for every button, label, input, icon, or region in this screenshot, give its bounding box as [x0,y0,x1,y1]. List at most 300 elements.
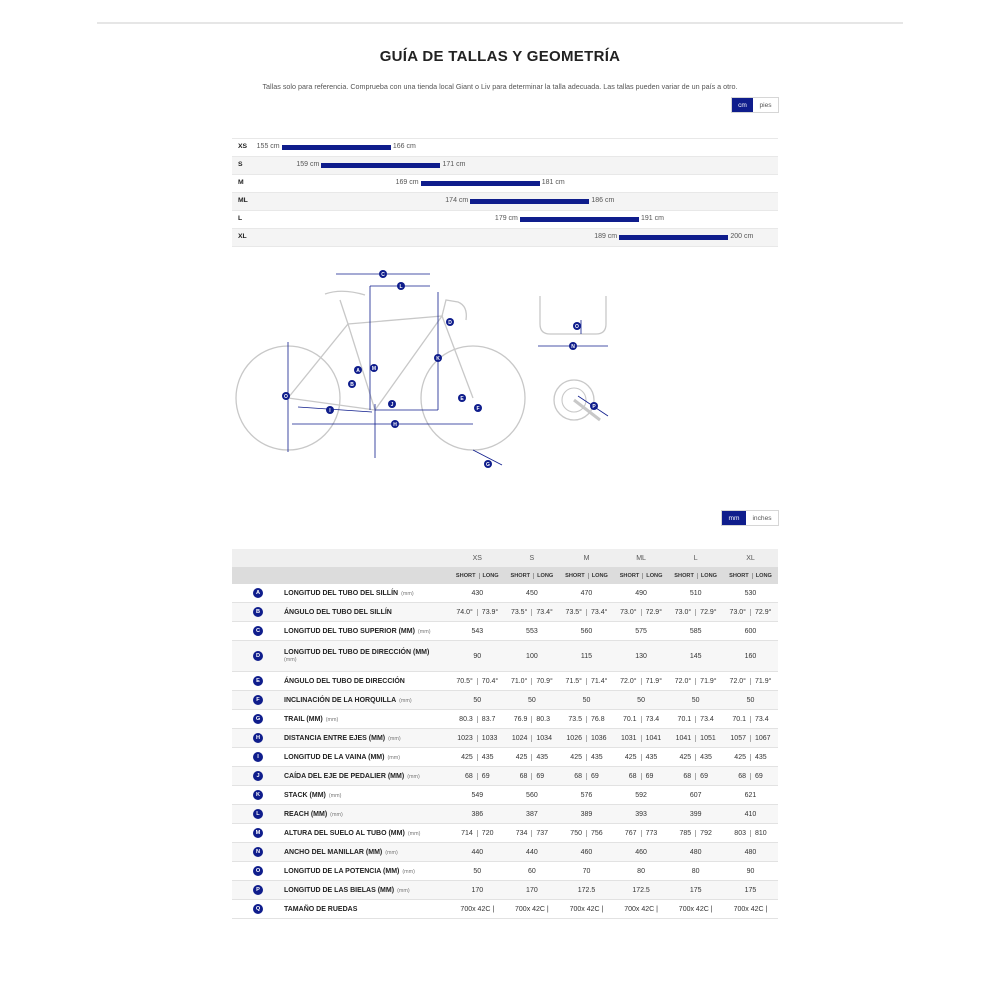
parameter-name: ANCHO DEL MANILLAR (MM) [284,848,383,856]
value-cell [559,767,614,786]
value: 80 [691,867,700,875]
value: 175 [744,886,757,894]
letter-cell [232,805,284,824]
parameter-unit: (mm) [387,754,401,761]
table-row [232,584,778,603]
rider-height-row [232,174,778,192]
long-value: 792 [695,830,716,837]
marker-b: B [350,382,354,388]
parameter-name: ÁNGULO DEL TUBO DE DIRECCIÓN [284,677,405,685]
letter-cell [232,672,284,691]
marker-g: G [486,462,490,468]
value: 50 [582,696,591,704]
value-cell [668,584,723,603]
long-value: 1041 [641,735,666,742]
value: 560 [580,627,593,635]
short-long-pair [723,609,778,616]
long-value: 73.4° [586,609,611,616]
short-long-pair [668,754,723,761]
value-cell [450,691,505,710]
table-row [232,786,778,805]
value-cell [450,881,505,900]
short-long-pair [450,716,505,723]
value-cell [668,748,723,767]
marker-e: E [460,396,464,402]
parameter-name: TAMAÑO DE RUEDAS [284,905,358,913]
value: 700x 42C | [569,905,604,913]
value: 100 [526,652,538,660]
long-value: 435 [477,754,498,761]
value-cell [668,843,723,862]
long-value: 737 [531,830,552,837]
value: 490 [635,589,647,597]
short-long-pair [505,609,560,616]
value-cell [559,641,614,672]
short-long-pair [450,609,505,616]
value: 576 [580,791,593,799]
long-value: 76.8 [586,716,609,723]
page-title: GUÍA DE TALLAS Y GEOMETRÍA [379,48,621,65]
value: 160 [744,652,757,660]
value-cell [614,603,669,622]
parameter-name: LONGITUD DE LAS BIELAS (MM) [284,886,395,894]
value: 460 [580,848,593,856]
short-value: 72.0° [620,677,637,685]
value-cell [505,824,560,843]
rider-height-row [232,228,778,247]
measure-letter-badge: N [253,847,263,857]
value-cell [614,672,669,691]
value: 130 [635,652,647,660]
unit-toggle-cm-pies [731,97,779,113]
marker-f: F [476,406,480,412]
long-value: 69 [477,773,494,780]
short-value: 1026 [566,734,582,742]
long-label: LONG [697,573,720,579]
short-value: 785 [679,829,692,837]
value: 549 [471,791,484,799]
long-value: 435 [695,754,716,761]
value-cell [450,786,505,805]
crankset-diagram [548,372,618,432]
height-range-bar [321,163,440,168]
long-value: 69 [641,773,658,780]
value-cell [450,584,505,603]
parameter-name: INCLINACIÓN DE LA HORQUILLA [284,696,397,704]
min-height-label: 174 cm [445,197,469,204]
top-divider [97,22,903,24]
short-value: 68 [738,772,746,780]
short-long-pair [450,754,505,761]
long-label: LONG [588,573,611,579]
value: 607 [689,791,702,799]
parameter-unit: (mm) [401,590,414,597]
long-value: 73.4 [750,716,773,723]
value-cell [668,710,723,729]
long-value: 69 [586,773,603,780]
parameter-name-cell [284,641,450,672]
value: 80 [637,867,645,875]
short-value: 68 [465,772,473,780]
unit-cm-button[interactable]: cm [732,98,753,112]
value-cell [559,622,614,641]
value-cell [668,824,723,843]
value-cell [450,805,505,824]
letter-cell [232,786,284,805]
value-cell [559,603,614,622]
value-cell [450,729,505,748]
size-column-header: M [559,549,614,567]
long-label: LONG [642,573,665,579]
value-cell [723,603,778,622]
value-cell [505,691,560,710]
parameter-name: LONGITUD DE LA POTENCIA (MM) [284,867,400,875]
table-row [232,881,778,900]
parameter-name-cell [284,584,450,603]
short-long-pair [450,678,505,685]
short-long-header [559,567,614,584]
short-label: SHORT [455,572,476,579]
value: 575 [635,627,647,635]
value-cell [559,805,614,824]
short-value: 72.0° [674,677,692,685]
value-cell [559,584,614,603]
short-value: 70.1 [677,715,692,723]
value: 440 [526,848,538,856]
value-cell [614,584,669,603]
value: 70 [582,867,591,875]
value: 50 [746,696,755,704]
short-value: 68 [628,772,637,780]
marker-h: H [393,422,397,428]
parameter-name: LONGITUD DEL TUBO SUPERIOR (MM) [284,627,415,635]
parameter-unit: (mm) [330,811,343,818]
long-value: 69 [750,773,767,780]
value: 530 [744,589,757,597]
short-long-pair [668,735,723,742]
value: 145 [689,652,702,660]
value-cell [559,691,614,710]
value: 460 [635,848,647,856]
short-label: SHORT [619,572,640,579]
long-value: 1051 [695,735,720,742]
short-long-pair [668,678,723,685]
letter-cell [232,881,284,900]
unit-inches-button[interactable]: inches [746,511,778,525]
short-label: SHORT [729,572,749,579]
short-value: 68 [683,772,692,780]
value: 450 [526,589,538,597]
long-value: 71.9° [750,678,775,685]
short-long-pair [559,678,614,685]
long-label: LONG [533,573,556,579]
value-cell [668,862,723,881]
value-cell [723,881,778,900]
value: 50 [527,696,536,704]
short-long-header [614,567,669,584]
short-value: 76.9 [513,715,528,723]
long-value: 773 [641,830,662,837]
value: 393 [635,810,647,818]
value-cell [450,672,505,691]
parameter-unit: (mm) [388,735,401,742]
short-value: 70.1 [622,715,637,723]
parameter-name-cell [284,862,450,881]
short-value: 714 [461,829,473,837]
value-cell [614,843,669,862]
value: 172.5 [577,886,596,894]
short-long-pair [505,678,560,685]
long-value: 73.4 [695,716,718,723]
letter-cell [232,824,284,843]
value-cell [723,862,778,881]
value: 700x 42C | [624,905,658,913]
parameter-name-cell [284,622,450,641]
letter-cell [232,584,284,603]
parameter-name: STACK (MM) [284,791,326,799]
short-value: 1031 [621,734,637,742]
short-long-pair [668,773,723,780]
letter-cell [232,767,284,786]
value-cell [614,805,669,824]
measure-letter-badge: E [253,676,263,686]
short-long-header [450,567,505,584]
value: 50 [691,696,700,704]
value-cell [668,729,723,748]
short-value: 73.5° [510,608,528,616]
letter-cell [232,710,284,729]
parameter-name-cell [284,672,450,691]
measure-letter-badge: L [253,809,263,819]
value-cell [614,862,669,881]
long-value: 71.4° [586,678,611,685]
value-cell [505,900,560,919]
size-column-header: S [505,549,560,567]
letter-cell [232,748,284,767]
short-value: 425 [624,753,637,761]
measure-letter-badge: A [253,588,263,598]
short-label: SHORT [565,572,585,579]
short-long-pair [505,735,560,742]
parameter-name: LONGITUD DEL TUBO DEL SILLÍN [284,589,399,597]
short-long-pair [505,754,560,761]
min-height-label: 189 cm [594,233,618,240]
letter-cell [232,691,284,710]
value-cell [723,672,778,691]
long-value: 756 [586,830,607,837]
value-cell [668,622,723,641]
marker-o: O [284,394,288,400]
value: 585 [689,627,702,635]
parameter-unit: (mm) [407,830,421,837]
measure-letter-badge: K [253,790,263,800]
long-value: 69 [695,773,712,780]
short-label: SHORT [674,572,694,579]
value: 600 [744,627,757,635]
value-cell [505,748,560,767]
parameter-name: ALTURA DEL SUELO AL TUBO (MM) [284,829,405,837]
short-long-pair [723,754,778,761]
table-row [232,729,778,748]
value-cell [723,843,778,862]
long-value: 73.4 [641,716,664,723]
unit-toggle-mm-inches [721,510,779,526]
rider-height-chart [232,138,778,247]
subheader-spacer [232,567,284,584]
value: 592 [635,791,647,799]
value-cell [723,748,778,767]
size-column-header: XS [450,549,505,567]
long-label: LONG [479,573,502,579]
parameter-name: LONGITUD DE LA VAINA (MM) [284,753,385,761]
value: 90 [746,867,755,875]
letter-cell [232,729,284,748]
short-value: 73.0° [729,608,746,616]
table-row [232,622,778,641]
value-cell [614,786,669,805]
value: 175 [689,886,702,894]
table-row [232,603,778,622]
long-value: 83.7 [477,716,500,723]
short-long-pair [723,735,778,742]
size-label: XL [238,233,247,240]
long-value: 435 [531,754,552,761]
short-long-pair [723,830,778,837]
letter-cell [232,900,284,919]
value-cell [450,603,505,622]
parameter-name-cell [284,710,450,729]
table-row [232,748,778,767]
value-cell [559,824,614,843]
value-cell [668,603,723,622]
short-long-pair [505,773,560,780]
short-value: 425 [570,753,582,761]
long-label: LONG [752,573,775,579]
size-label: S [238,161,243,168]
short-long-header [668,567,723,584]
value: 115 [580,652,593,660]
value-cell [614,622,669,641]
value-cell [505,710,560,729]
geometry-table [232,549,778,919]
value: 60 [527,867,536,875]
long-value: 73.9° [477,609,502,616]
value-cell [505,729,560,748]
table-row [232,691,778,710]
short-value: 425 [461,753,473,761]
long-value: 1034 [531,735,556,742]
unit-mm-button[interactable]: mm [722,511,746,525]
long-value: 70.4° [477,678,502,685]
parameter-name-cell [284,603,450,622]
parameter-name-cell [284,786,450,805]
value-cell [559,672,614,691]
table-row [232,767,778,786]
marker-o: O [575,324,579,330]
short-long-pair [505,830,560,837]
value-cell [505,622,560,641]
value: 387 [526,810,538,818]
min-height-label: 159 cm [296,161,320,168]
short-long-header [505,567,560,584]
long-value: 69 [531,773,548,780]
parameter-name: TRAIL (MM) [284,715,323,723]
value: 389 [580,810,593,818]
table-row [232,824,778,843]
short-value: 425 [679,753,692,761]
value: 543 [471,627,484,635]
value-cell [450,862,505,881]
value-cell [559,843,614,862]
value-cell [723,900,778,919]
value: 700x 42C | [733,905,768,913]
short-value: 1041 [675,734,692,742]
value-cell [614,824,669,843]
value-cell [559,786,614,805]
value-cell [668,641,723,672]
unit-pies-button[interactable]: pies [753,98,778,112]
long-value: 72.9° [750,609,775,616]
marker-a: A [356,368,360,374]
short-value: 73.0° [620,608,637,616]
value-cell [559,900,614,919]
short-value: 734 [515,829,528,837]
parameter-name-cell [284,881,450,900]
value-cell [723,641,778,672]
parameter-name-cell [284,900,450,919]
value-cell [450,900,505,919]
value-cell [450,824,505,843]
value-cell [505,767,560,786]
value: 440 [471,848,484,856]
value-cell [723,786,778,805]
max-height-label: 181 cm [541,179,565,186]
size-label: L [238,215,243,222]
value-cell [723,691,778,710]
table-row [232,843,778,862]
value-cell [668,672,723,691]
table-row [232,710,778,729]
bike-geometry-diagram [230,262,560,472]
long-value: 720 [477,830,498,837]
subheader-spacer [284,567,450,584]
parameter-name-cell [284,824,450,843]
marker-n: N [571,344,575,350]
value: 430 [471,589,484,597]
size-label: M [238,179,244,186]
letter-cell [232,862,284,881]
value-cell [559,710,614,729]
size-label: XS [238,143,248,150]
long-value: 73.4° [531,609,556,616]
measure-letter-badge: I [253,752,263,762]
short-long-pair [559,830,614,837]
measure-letter-badge: P [253,885,263,895]
marker-d: D [448,320,452,326]
long-value: 1033 [477,735,502,742]
value-cell [614,881,669,900]
value: 170 [526,886,538,894]
short-long-pair [614,773,669,780]
short-long-pair [668,830,723,837]
short-long-pair [450,830,505,837]
parameter-name-cell [284,748,450,767]
size-column-header: L [668,549,723,567]
short-long-pair [559,754,614,761]
measure-letter-badge: H [253,733,263,743]
rider-height-row [232,192,778,210]
value-cell [614,641,669,672]
